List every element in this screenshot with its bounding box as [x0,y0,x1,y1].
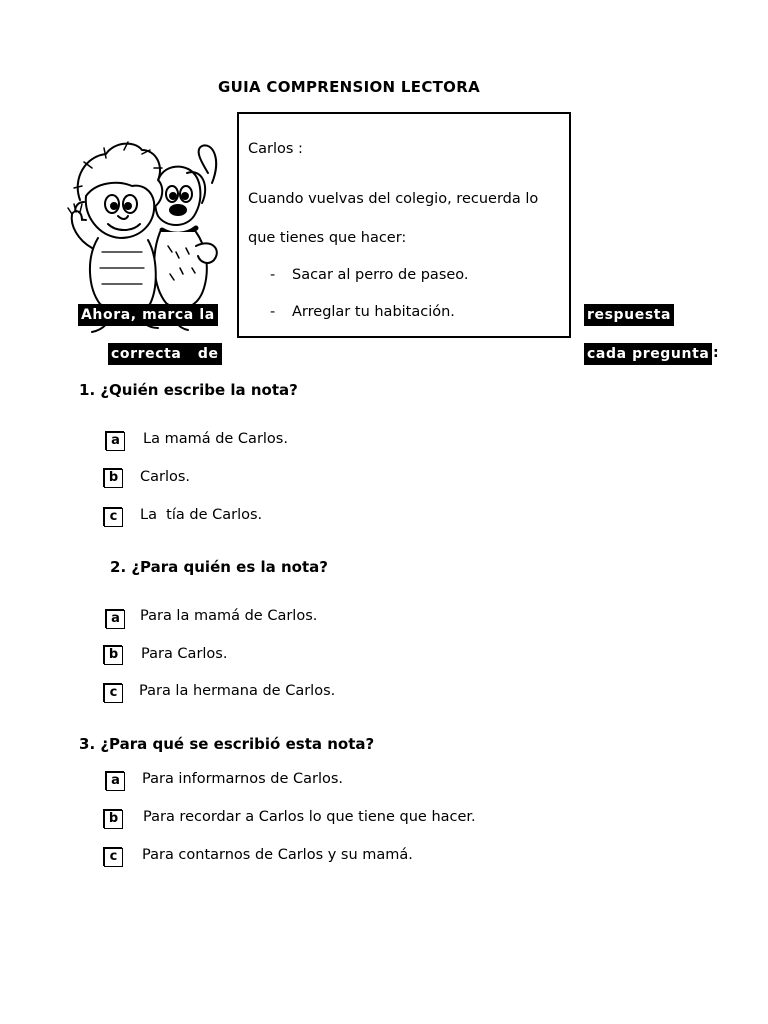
note-item-1: Sacar al perro de paseo. [292,267,469,283]
option-box-b[interactable]: b [104,646,123,665]
option-box-b[interactable]: b [104,810,123,829]
option-text: La mamá de Carlos. [143,431,288,447]
option-box-a[interactable]: a [106,432,125,451]
option-text: Carlos. [140,469,191,485]
question-2 [110,558,328,576]
option-text: Para contarnos de Carlos y su mamá. [142,847,413,863]
question-number: 2 [110,558,121,576]
option-text: Para recordar a Carlos lo que tiene que hacer. [143,809,476,825]
instruction-part-4: cada pregunta [584,343,712,365]
question-3 [79,735,374,753]
option-text: Para la mamá de Carlos. [140,608,318,624]
note-item-2: Arreglar tu habitación. [292,304,455,320]
question-1 [79,381,298,399]
option-box-c[interactable]: c [104,848,123,867]
option-box-a[interactable]: a [106,610,125,629]
note-bullet: - [270,304,276,320]
note-line-2: que tienes que hacer: [248,230,407,246]
question-number: 3 [79,735,90,753]
option-box-c[interactable]: c [104,508,123,527]
option-text: Para informarnos de Carlos. [142,771,344,787]
option-text: La tía de Carlos. [140,507,263,523]
question-text: . ¿Quién escribe la nota? [89,381,298,399]
option-box-b[interactable]: b [104,469,123,488]
note-line-1: Cuando vuelvas del colegio, recuerda lo [248,191,539,207]
instruction-part-2: respuesta [584,304,674,326]
note-bullet: - [270,267,276,283]
page-title: GUIA COMPRENSION LECTORA [217,78,480,96]
question-text: . ¿Para quién es la nota? [120,558,328,576]
question-number: 1 [79,381,90,399]
instruction-colon: : [713,345,719,361]
option-text: Para Carlos. [141,646,228,662]
instruction-part-1: Ahora, marca la [78,304,218,326]
note-greeting: Carlos : [248,141,303,157]
option-box-a[interactable]: a [106,772,125,791]
question-text: . ¿Para qué se escribió esta nota? [89,735,375,753]
option-text: Para la hermana de Carlos. [139,683,336,699]
option-box-c[interactable]: c [104,684,123,703]
instruction-part-3: correcta de [108,343,222,365]
